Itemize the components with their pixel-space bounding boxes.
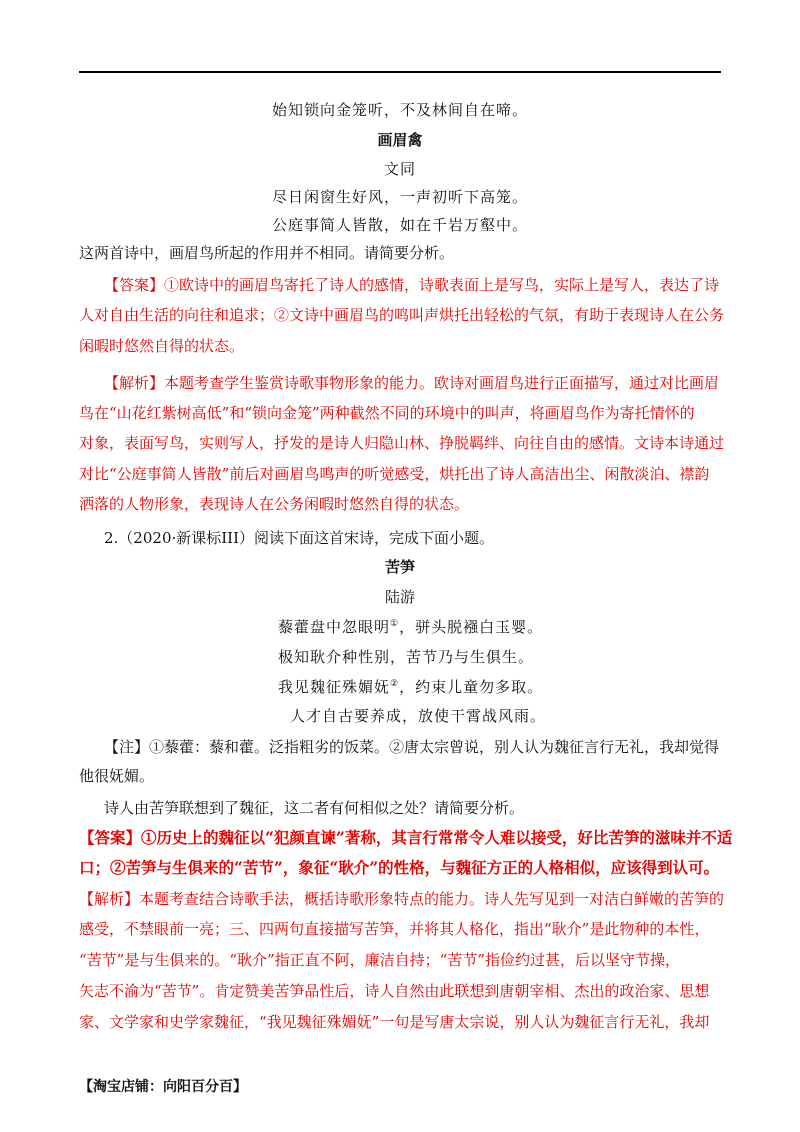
analysis-line: 家、文学家和史学家魏征，“我见魏征殊媚妩”一句是写唐太宗说，别人认为魏征言行无礼，我却: [79, 1013, 710, 1031]
answer-line: 人对自由生活的向往和追求；②文诗中画眉鸟的鸣叫声烘托出轻松的气氛，有助于表现诗人在公务: [79, 306, 725, 324]
analysis-line: 鸟在“山花红紫树高低”和“锁向金笼”两种截然不同的环境中的叫声，将画眉鸟作为寄托情怀的: [79, 404, 695, 422]
question-heading: 2.（2020·新课标III）阅读下面这首宋诗，完成下面小题。: [104, 529, 495, 547]
answer-line: 【答案】①历史上的魏征以“犯颜直谏”著称，其言行常常令人难以接受，好比苦笋的滋味并不适: [79, 828, 733, 847]
poem-line: 藜藿盘中忽眼明①，骈头脱襁白玉婴。: [278, 618, 544, 636]
poem-title: 苦笋: [384, 558, 415, 576]
analysis-line: [104, 373, 719, 393]
footnote-marker: ②: [390, 679, 400, 689]
poem-line: 人才自古要养成，放使干霄战风雨。: [290, 707, 547, 725]
analysis-text: 本题考查结合诗歌手法，概括诗歌形象特点的能力。诗人先写见到一对洁白鲜嫩的苦笋的: [139, 890, 725, 908]
poem-author: 文同: [383, 160, 416, 178]
answer-text: ①欧诗中的画眉鸟寄托了诗人的感情，诗歌表面上是写鸟，实际上是写人，表达了诗: [164, 276, 720, 294]
analysis-line: 对比“公庭事简人皆散”前后对画眉鸟鸣声的听觉感受，烘托出了诗人高洁出尘、闲散淡泊、襟韵: [79, 465, 710, 483]
analysis-line: 矢志不渝为“苦节”。肯定赞美苦笋品性后，诗人自然由此联想到唐朝宰相、杰出的政治家、思想: [79, 982, 710, 1000]
analysis-line: “苦节”是与生俱来的。“耿介”指正直不阿，廉洁自持；“苦节”指俭约过甚，后以坚守节操，: [79, 951, 681, 969]
answer-line: [104, 275, 719, 295]
answer-line: 闲暇时悠然自得的状态。: [79, 337, 245, 355]
answer-tag: 【答案】: [104, 276, 165, 294]
analysis-line: [79, 889, 724, 909]
poem-line: 始知锁向金笼听，不及林间自在啼。: [271, 101, 528, 119]
poem-title: 画眉禽: [377, 131, 423, 149]
analysis-tag: 【解析】: [104, 374, 165, 392]
poem-line: 极知耿介种性别，苦节乃与生俱生。: [278, 648, 535, 666]
question-text: 诗人由苦笋联想到了魏征，这二者有何相似之处？请简要分析。: [104, 799, 525, 817]
question-text: 这两首诗中，画眉鸟所起的作用并不相同。请简要分析。: [79, 244, 455, 262]
footer-shop-label: 【淘宝店铺：向阳百分百】: [79, 1079, 247, 1095]
analysis-line: 对象，表面写鸟，实则写人，抒发的是诗人归隐山林、挣脱羁绊、向往自由的感情。文诗本诗通过: [79, 434, 725, 452]
answer-line: 口；②苦笋与生俱来的“苦节”，象征“耿介”的性格，与魏征方正的人格相似，应该得到认可。: [79, 858, 720, 877]
poem-author: 陆游: [384, 588, 415, 606]
analysis-line: 洒落的人物形象，表现诗人在公务闲暇时悠然自得的状态。: [79, 495, 470, 513]
header-rule: [79, 71, 721, 73]
poem-line: 公庭事简人皆散，如在千岩万壑中。: [271, 216, 528, 234]
analysis-line: 感受，不禁眼前一亮；三、四两句直接描写苦笋，并将其人格化，指出“耿介”是此物种的本性，: [79, 920, 710, 938]
poem-line: 尽日闲窗生好风，一声初听下高笼。: [271, 188, 528, 206]
analysis-tag: 【解析】: [79, 890, 140, 908]
note-line: 【注】①藜藿：藜和藿。泛指粗劣的饭菜。②唐太宗曾说，别人认为魏征言行无礼，我却觉得: [104, 738, 720, 756]
footnote-marker: ①: [390, 619, 400, 629]
poem-line: 我见魏征殊媚妩②，约束儿童勿多取。: [278, 678, 544, 696]
note-line: 他很妩媚。: [79, 767, 155, 785]
analysis-text: 本题考查学生鉴赏诗歌事物形象的能力。欧诗对画眉鸟进行正面描写，通过对比画眉: [164, 374, 720, 392]
